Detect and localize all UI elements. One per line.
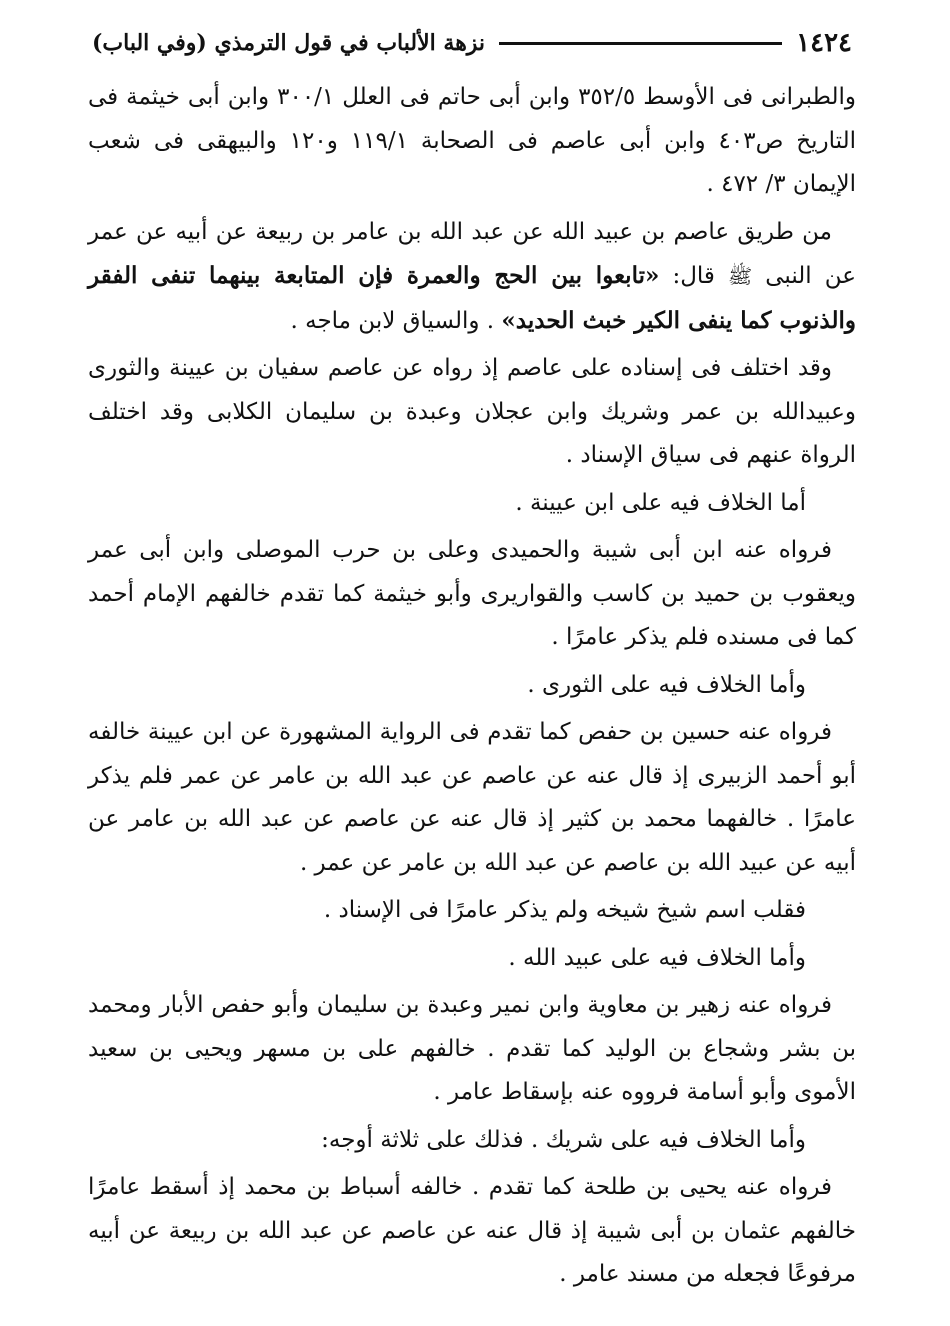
section-heading: أما الخلاف فيه على ابن عيينة . bbox=[515, 489, 806, 516]
paragraph-hadith bbox=[88, 211, 856, 344]
section-heading: وأما الخلاف فيه على شريك . فذلك على ثلاثة أوجه: bbox=[321, 1126, 806, 1153]
paragraph: فرواه عنه زهير بن معاوية وابن نمير وعبدة بن سليمان وأبو حفص الأبار ومحمد بن بشر وشجاع بن الوليد كما تقدم . خالفهم على بن مسهر ويحيى بن سعيد الأموى وأبو أسامة فرووه عنه بإسقاط عامر . bbox=[88, 992, 856, 1105]
hadith-text: «تابعوا بين الحج والعمرة فإن المتابعة بينهما تنفى الفقر والذنوب كما ينفى الكير خبث الحديد» bbox=[88, 262, 856, 334]
header-rule bbox=[499, 42, 782, 45]
paragraph: فرواه عنه يحيى بن طلحة كما تقدم . خالفه أسباط بن محمد إذ أسقط عامرًا خالفهم عثمان بن أبى شيبة إذ قال عنه عن عاصم عن عبد الله بن ربيعة عن أبيه مرفوعًا فجعله من مسند عامر . bbox=[88, 1174, 856, 1287]
running-title: نزهة الألباب في قول الترمذي (وفي الباب) bbox=[92, 30, 486, 56]
paragraph: فرواه عنه ابن أبى شيبة والحميدى وعلى بن حرب الموصلى وابن أبى عمر ويعقوب بن حميد بن كاسب والقواريرى وأبو خيثمة كما تقدم خالفهم الإمام أحمد كما فى مسنده فلم يذكر عامرًا . bbox=[88, 537, 856, 650]
paragraph: وقد اختلف فى إسناده على عاصم إذ رواه عن عاصم سفيان بن عيينة والثورى وعبيدالله بن عمر وشريك وابن عجلان وعبدة بن سليمان الكلابى وقد اختلف الرواة عنهم فى سياق الإسناد . bbox=[88, 355, 856, 468]
section-note: فقلب اسم شيخ شيخه ولم يذكر عامرًا فى الإسناد . bbox=[323, 897, 806, 923]
paragraph: فرواه عنه حسين بن حفص كما تقدم فى الرواية المشهورة عن ابن عيينة خالفه أبو أحمد الزبيرى إذ قال عنه عن عاصم عن عبد الله بن عامر عن عمر فلم يذكر عامرًا . خالفهما محمد بن كثير إذ قال عنه عن عاصم عن عبد الله بن عامر عن أبيه عن عبيد الله بن عاصم عن عبد الله بن عامر عن عمر . bbox=[88, 719, 856, 876]
section-heading: وأما الخلاف فيه على الثورى . bbox=[527, 671, 806, 698]
page-header bbox=[92, 26, 852, 60]
hadith-qala: قال: bbox=[659, 263, 728, 289]
hadith-chain: من طريق عاصم بن عبيد الله عن عبد الله بن عامر بن ربيعة عن أبيه عن عمر عن النبى bbox=[88, 218, 857, 289]
salla-glyph: ﷺ bbox=[728, 264, 753, 288]
section-heading: وأما الخلاف فيه على عبيد الله . bbox=[508, 944, 806, 971]
paragraph-citation: والطبرانى فى الأوسط ٣٥٢/٥ وابن أبى حاتم فى العلل ٣٠٠/١ وابن أبى خيثمة فى التاريخ ص٤٠٣ وابن أبى عاصم فى الصحابة ١١٩/١ و١٢٠ والبيهقى فى شعب الإيمان ٣/ ٤٧٢ . bbox=[88, 84, 856, 197]
page-body bbox=[88, 76, 856, 1301]
page-number: ١٤٢٤ bbox=[796, 28, 852, 58]
hadith-source-note: . والسياق لابن ماجه . bbox=[290, 307, 502, 334]
